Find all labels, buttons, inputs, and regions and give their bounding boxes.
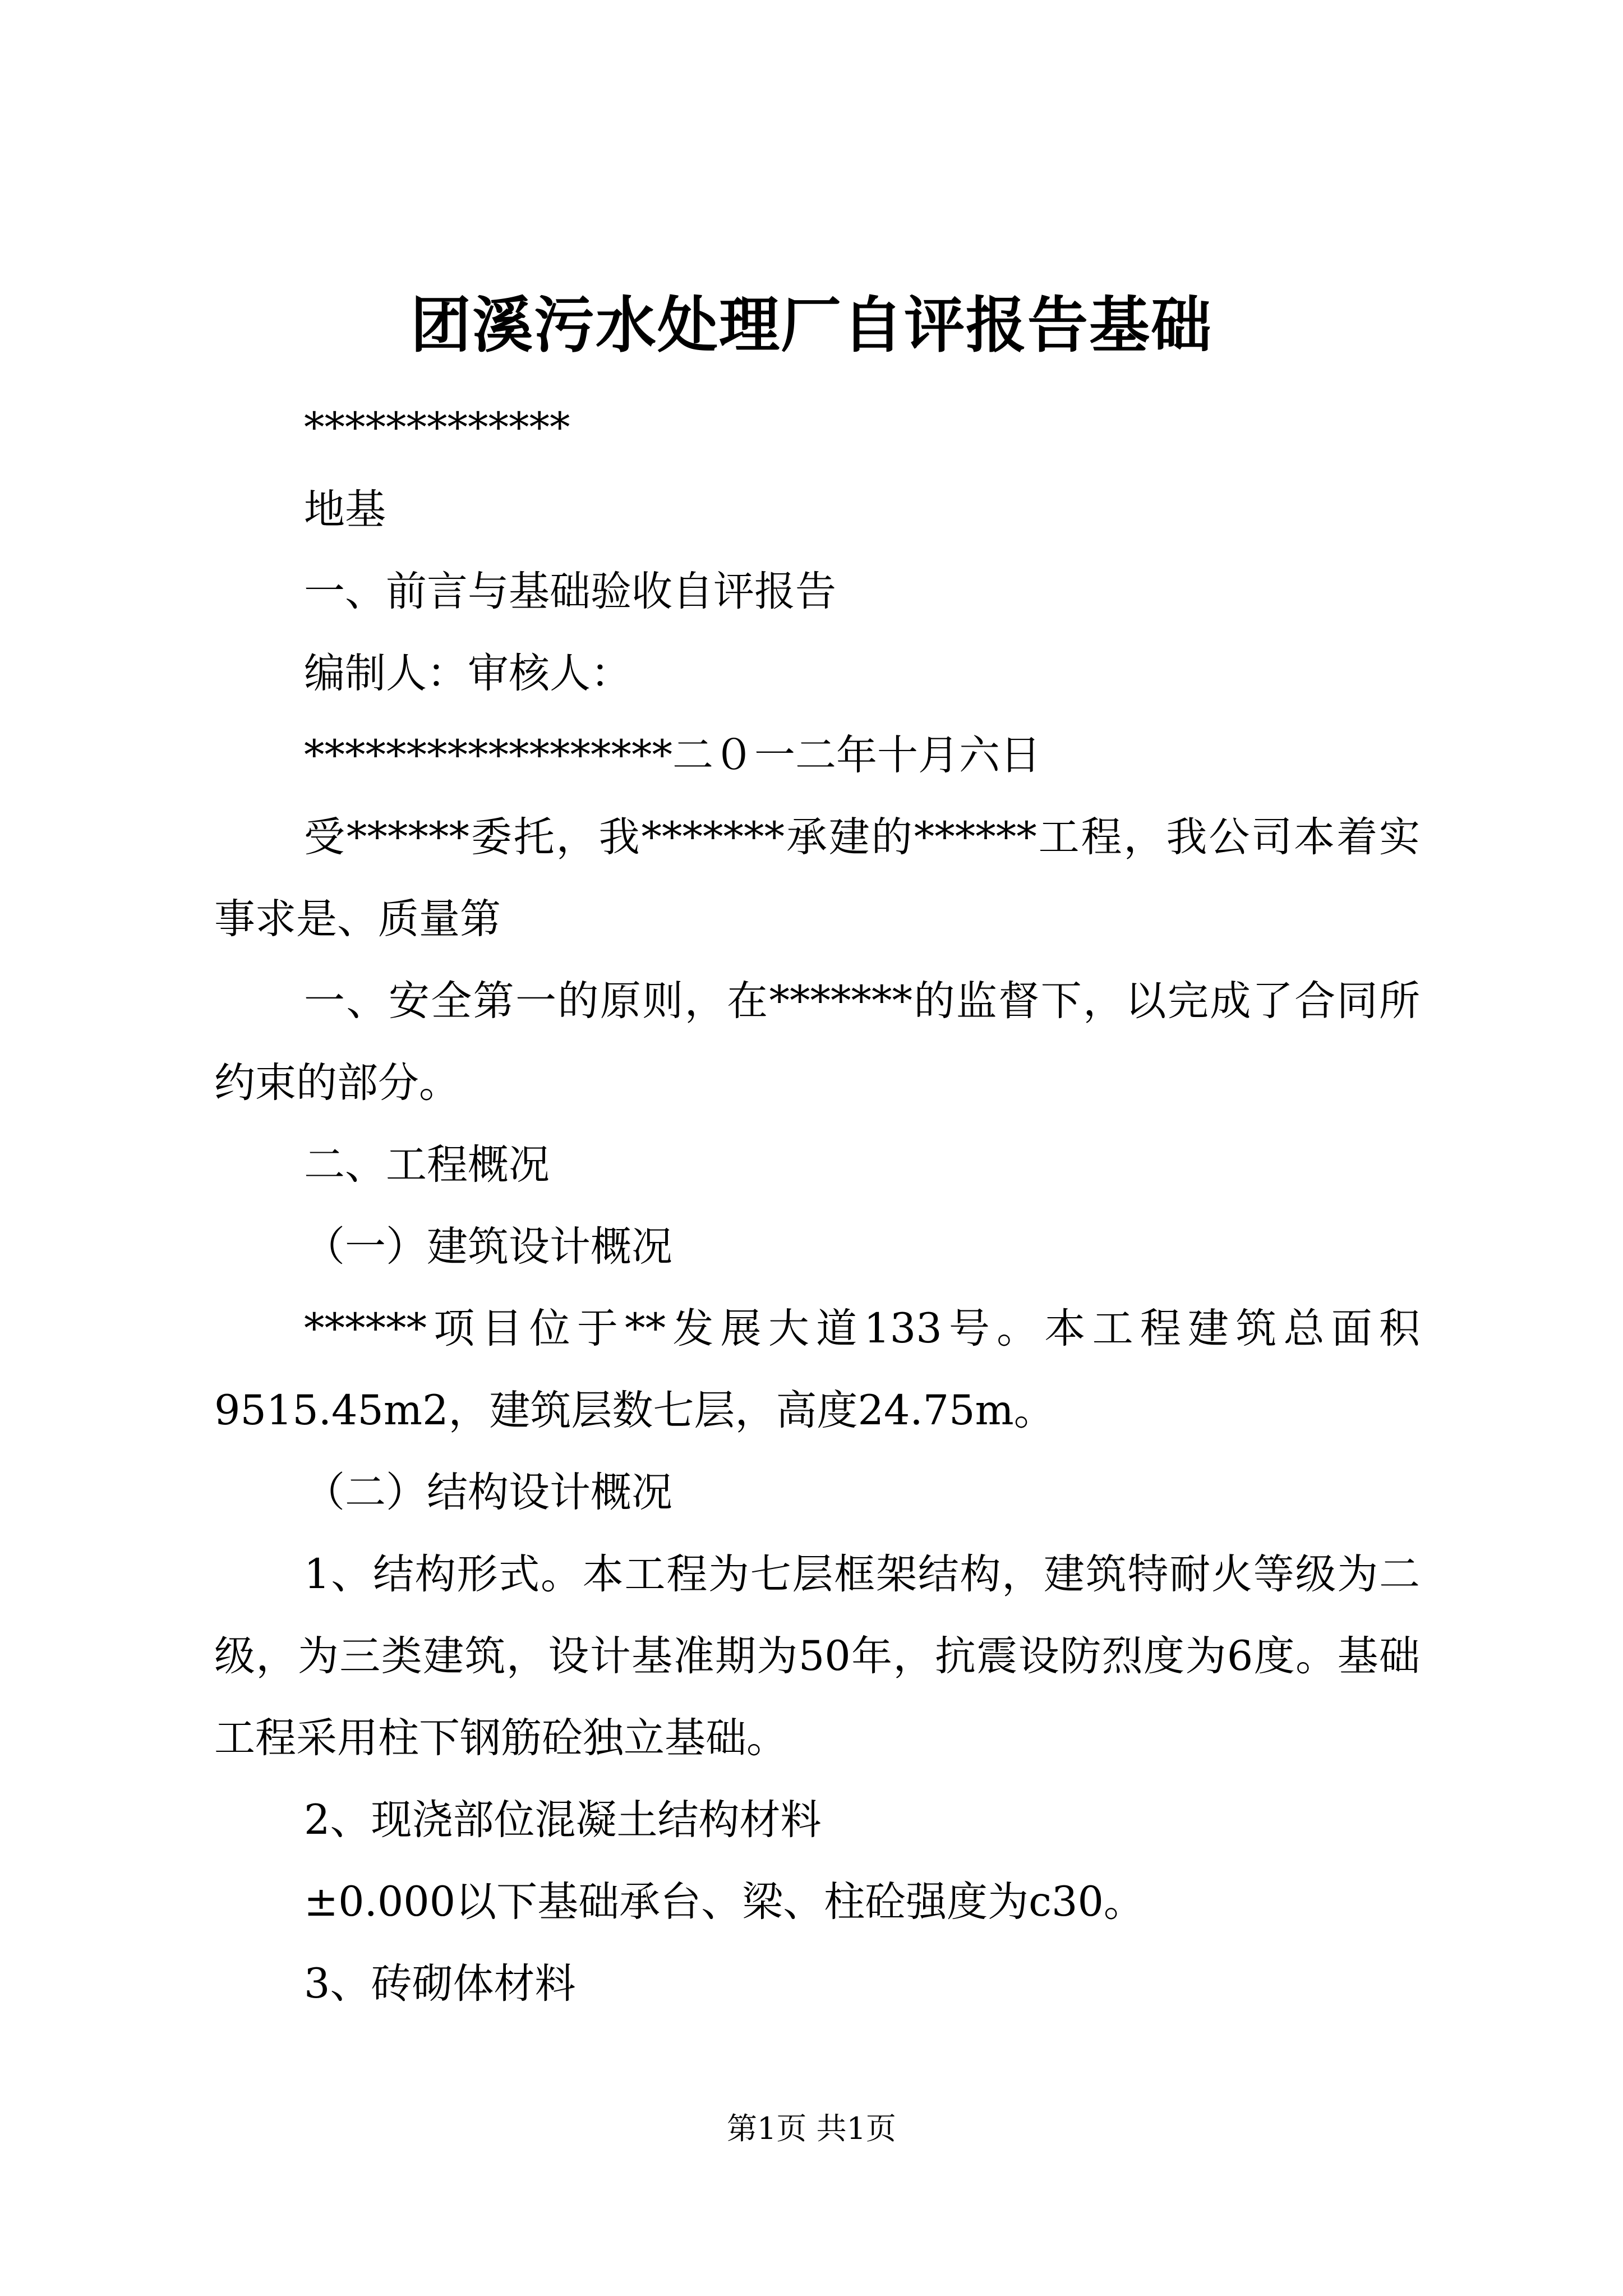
page-footer: 第1页 共1页 [727, 2111, 896, 2146]
paragraph: （二）结构设计概况 [304, 1469, 672, 1516]
document-title: 团溪污水处理厂自评报告基础 [410, 290, 1212, 361]
paragraph: ******************二０一二年十月六日 [304, 731, 1041, 779]
paragraph: 一、前言与基础验收自评报告 [304, 568, 836, 615]
paragraph: 一、安全第一的原则，在*******的监督下，以完成了合同所约束的部分。 [214, 977, 1420, 1107]
document-body [214, 387, 1420, 2025]
paragraph: ************* [304, 404, 570, 452]
paragraph: 编制人：审核人： [304, 650, 631, 697]
paragraph: 3、砖砌体材料 [304, 1960, 576, 2008]
paragraph: 2、现浇部位混凝土结构材料 [304, 1796, 822, 1844]
paragraph: 地基 [304, 486, 386, 533]
paragraph: 二、工程概况 [304, 1141, 550, 1189]
paragraph: ******项目位于**发展大道133号。本工程建筑总面积9515.45m2，建筑层数七层，高度24.75m。 [214, 1305, 1420, 1434]
paragraph: ±0.000以下基础承台、梁、柱砼强度为c30。 [304, 1878, 1145, 1926]
paragraph: 受******委托，我*******承建的******工程，我公司本着实事求是、质量第 [214, 813, 1420, 943]
paragraph: （一）建筑设计概况 [304, 1223, 672, 1271]
paragraph: 1、结构形式。本工程为七层框架结构，建筑特耐火等级为二级，为三类建筑，设计基准期为50年，抗震设防烈度为6度。基础工程采用柱下钢筋砼独立基础。 [214, 1550, 1420, 1762]
